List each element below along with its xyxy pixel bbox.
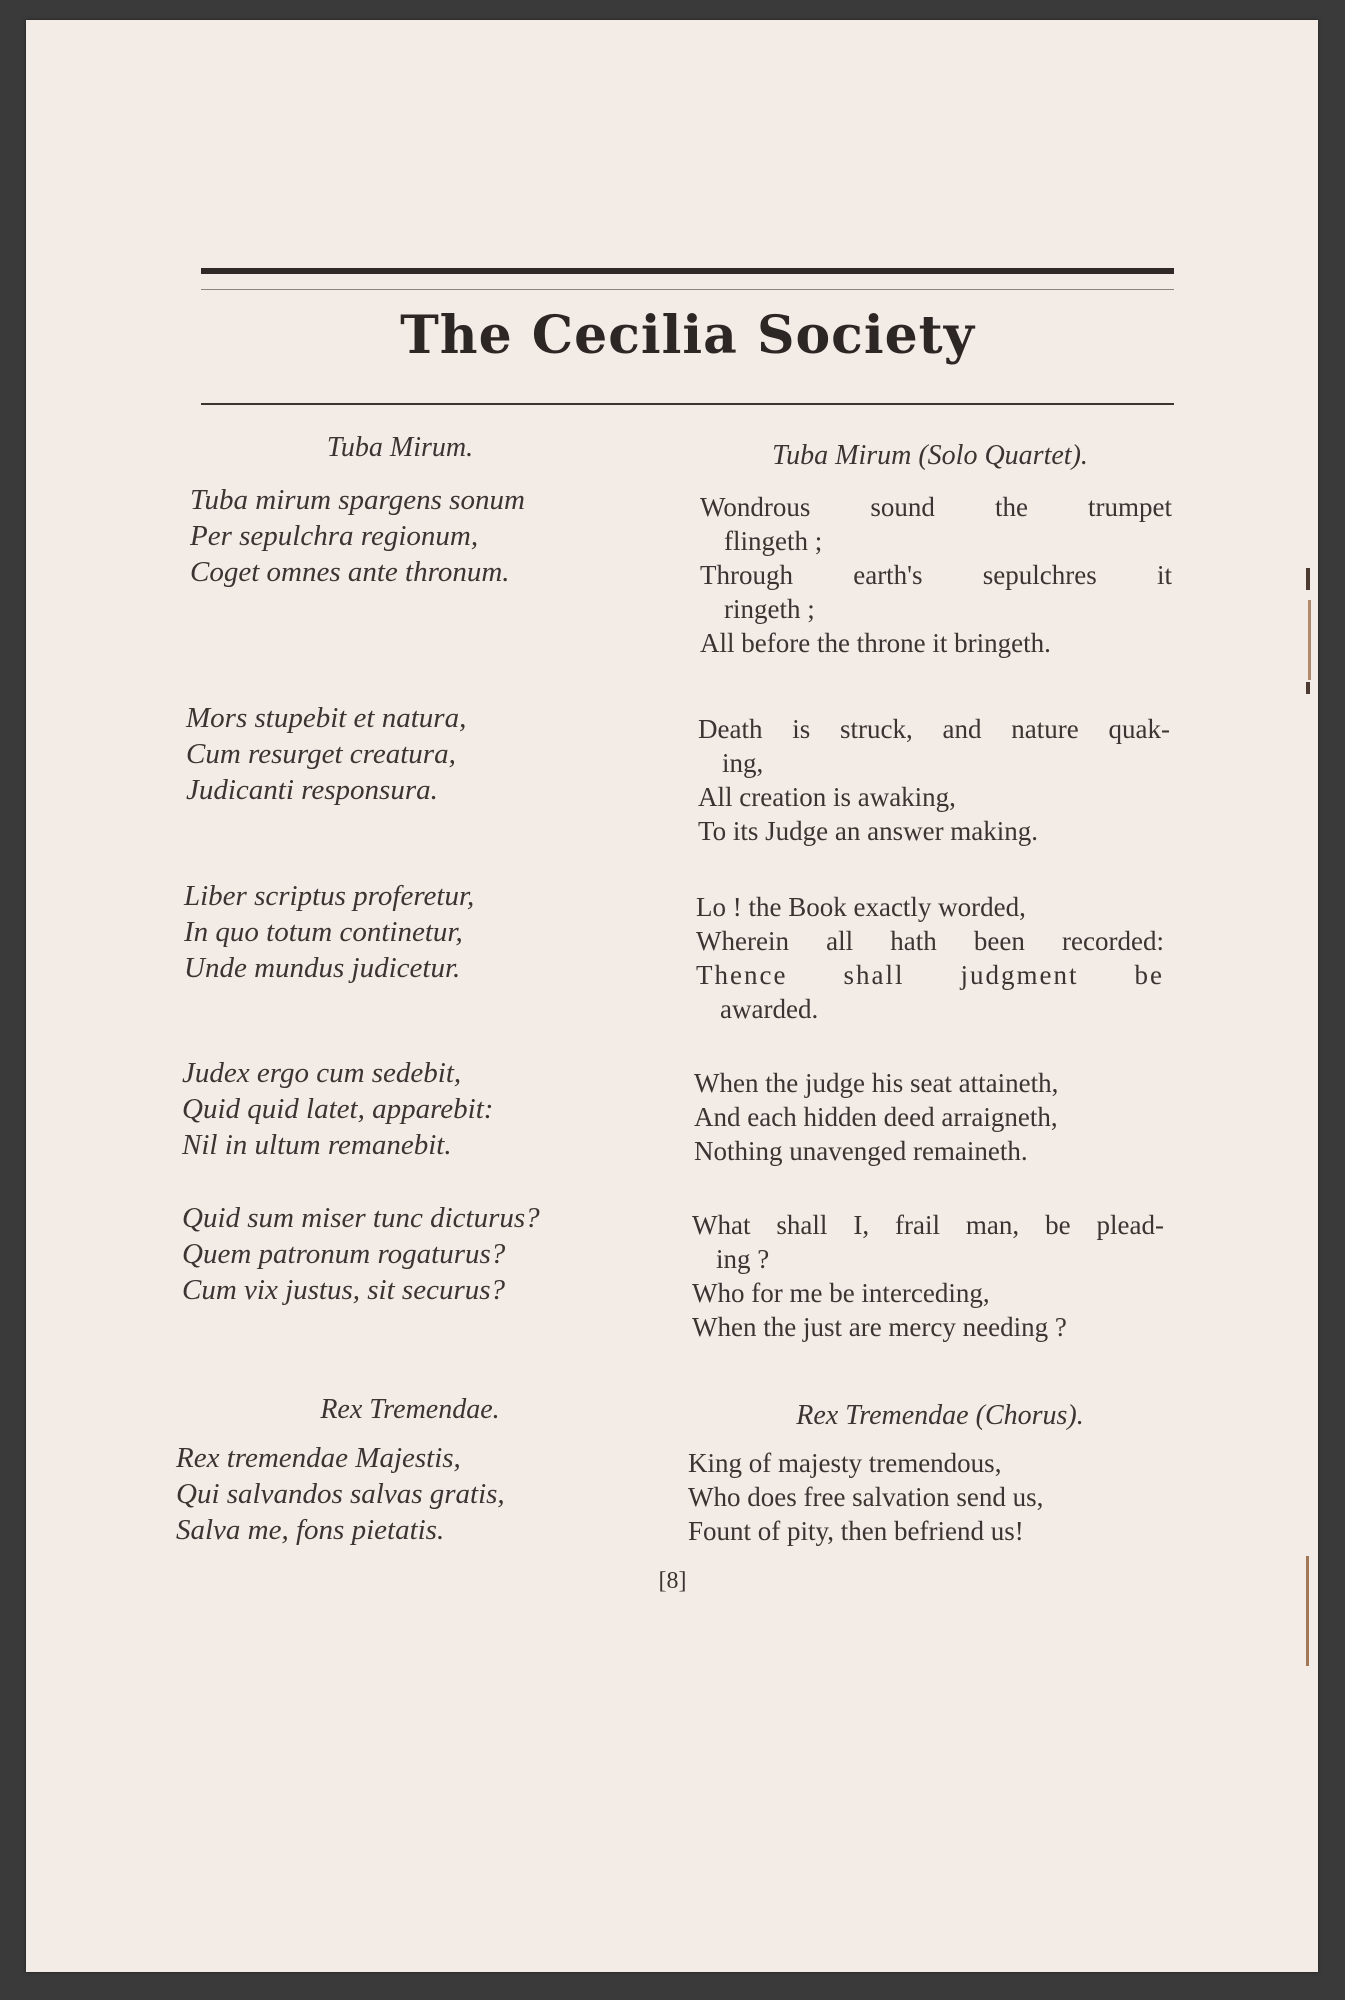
verse-line: Wherein all hath been recorded: <box>696 926 1164 956</box>
latin-stanza-5 <box>182 1200 622 1308</box>
verse-line: Death is struck, and nature quak- <box>698 714 1170 744</box>
verse-line: When the judge his seat attaineth, <box>694 1068 1059 1098</box>
latin-stanza-1 <box>190 482 630 590</box>
masthead-rule-thin <box>201 289 1174 290</box>
verse-line: In quo totum continetur, <box>184 916 463 948</box>
verse-line: All creation is awaking, <box>698 782 956 812</box>
masthead-rule-bottom <box>201 403 1174 405</box>
verse-line: Judicanti responsura. <box>186 774 438 806</box>
verse-line: Wondrous sound the trumpet <box>700 492 1172 522</box>
binding-mark <box>1306 682 1310 694</box>
verse-line: Who does free salvation send us, <box>688 1482 1044 1512</box>
verse-line: Nil in ultum remanebit. <box>182 1129 452 1161</box>
english-heading-1-block <box>690 440 1170 472</box>
verse-line: Mors stupebit et natura, <box>186 702 467 734</box>
latin-stanza-6 <box>176 1440 616 1548</box>
verse-line: What shall I, frail man, be plead- <box>692 1210 1164 1240</box>
verse-line: Cum vix justus, sit securus? <box>182 1274 506 1306</box>
latin-heading-rex-tremendae: Rex Tremendae. <box>320 1394 500 1425</box>
verse-line: To its Judge an answer making. <box>698 816 1039 846</box>
verse-line: Per sepulchra regionum, <box>190 520 479 552</box>
verse-line: Quid quid latet, apparebit: <box>182 1093 494 1125</box>
masthead-rule-top <box>201 268 1174 274</box>
latin-stanza-4 <box>182 1055 622 1163</box>
latin-heading-tuba-mirum: Tuba Mirum. <box>326 432 474 463</box>
verse-line: Liber scriptus proferetur, <box>184 880 475 912</box>
verse-line: awarded. <box>720 994 819 1024</box>
verse-line: Unde mundus judicetur. <box>184 952 461 984</box>
verse-line: Through earth's sepulchres it <box>700 560 1172 590</box>
binding-stain <box>1308 600 1311 680</box>
verse-line: Nothing unavenged remaineth. <box>694 1136 1028 1166</box>
latin-stanza-2 <box>186 700 626 808</box>
verse-line: When the just are mercy needing ? <box>692 1312 1067 1342</box>
english-heading-rex-tremendae: Rex Tremendae (Chorus). <box>796 1400 1084 1431</box>
verse-line: And each hidden deed arraigneth, <box>694 1102 1058 1132</box>
latin-heading-1-block <box>180 432 620 464</box>
verse-line: Salva me, fons pietatis. <box>176 1514 445 1546</box>
english-stanza-1 <box>700 490 1172 660</box>
verse-line: Lo ! the Book exactly worded, <box>696 892 1026 922</box>
verse-line: Who for me be interceding, <box>692 1278 990 1308</box>
verse-line: Tuba mirum spargens sonum <box>190 484 525 516</box>
english-stanza-2 <box>698 712 1170 848</box>
binding-mark <box>1306 568 1310 590</box>
binding-stain <box>1306 1556 1309 1666</box>
verse-line: King of majesty tremendous, <box>688 1448 1002 1478</box>
verse-line: Cum resurget creatura, <box>186 738 456 770</box>
verse-line: Judex ergo cum sedebit, <box>182 1057 462 1089</box>
verse-line: ringeth ; <box>724 594 815 624</box>
latin-stanza-3 <box>184 878 624 986</box>
verse-line: Qui salvandos salvas gratis, <box>176 1478 505 1510</box>
verse-line: ing ? <box>716 1244 770 1274</box>
english-stanza-4 <box>694 1066 1164 1168</box>
verse-line: Rex tremendae Majestis, <box>176 1442 461 1474</box>
verse-line: Fount of pity, then befriend us! <box>688 1516 1024 1546</box>
latin-heading-2-block <box>180 1394 620 1426</box>
english-stanza-6 <box>688 1446 1166 1548</box>
verse-line: Quid sum miser tunc dicturus? <box>182 1202 540 1234</box>
verse-line: flingeth ; <box>724 526 823 556</box>
page-number: [8] <box>658 1568 687 1594</box>
verse-line: Thence shall judgment be <box>696 960 1164 990</box>
verse-line: Coget omnes ante thronum. <box>190 556 510 588</box>
english-stanza-3 <box>696 890 1164 1026</box>
masthead-title: The Cecilia Society <box>400 305 975 366</box>
english-stanza-5 <box>692 1208 1164 1344</box>
verse-line: ing, <box>722 748 764 778</box>
verse-line: All before the throne it bringeth. <box>700 628 1051 658</box>
english-heading-tuba-mirum: Tuba Mirum (Solo Quartet). <box>772 440 1088 471</box>
verse-line: Quem patronum rogaturus? <box>182 1238 506 1270</box>
english-heading-2-block <box>700 1400 1180 1432</box>
